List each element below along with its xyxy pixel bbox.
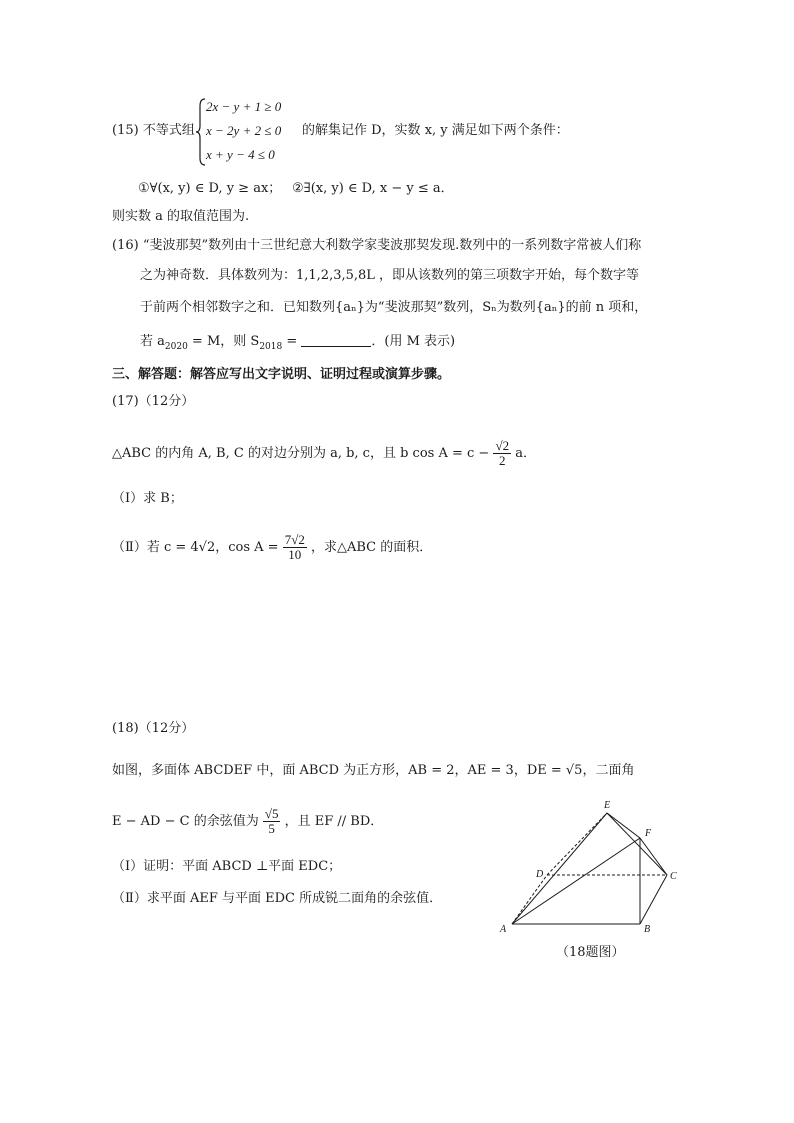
- system-brace-icon: [196, 98, 206, 166]
- edge-EF: [607, 813, 640, 838]
- q17-part1: （Ⅰ）求 B；: [112, 491, 183, 506]
- q17-stem-a: △ABC 的内角 A, B, C 的对边分别为 a, b, c，且 b cos A = c −: [112, 446, 490, 461]
- q18-frac-den: 5: [268, 821, 275, 836]
- polyhedron-figure: [495, 795, 695, 940]
- q17-part2-den: 10: [288, 547, 302, 562]
- edge-AE: [512, 813, 607, 924]
- q16-text-a: 若 a: [140, 334, 165, 349]
- q17-head: (17)（12分）: [112, 394, 195, 409]
- q15-cond2: ②∃(x, y) ∈ D, x − y ≤ a．: [292, 181, 454, 196]
- q18-head: (18)（12分）: [112, 721, 195, 736]
- q16-line1: (16) “斐波那契”数列由十三世纪意大利数学家斐波那契发现.数列中的一系列数字常被人们称: [112, 238, 642, 253]
- q18-fraction: [263, 807, 281, 836]
- q16-line2: 之为神奇数．具体数列为：1,1,2,3,5,8L ，即从该数列的第三项数字开始，每个数字等: [140, 268, 640, 283]
- q15-ineq3: x + y − 4 ≤ 0: [206, 147, 275, 162]
- q17-part2-b: ，求△ABC 的面积．: [310, 540, 433, 555]
- edge-AD: [512, 875, 547, 924]
- q15-cond1: ①∀(x, y) ∈ D, y ≥ ax；: [138, 181, 282, 196]
- q16-sub-2020: 2020: [164, 342, 188, 352]
- q18-stem2: [112, 805, 383, 839]
- q15-ineq1: 2x − y + 1 ≥ 0: [206, 99, 282, 114]
- q17-part2-fraction: [283, 533, 307, 562]
- q16-text-c: =: [282, 334, 298, 349]
- label-A: A: [500, 924, 507, 935]
- q17-fraction: [493, 439, 511, 468]
- q17-frac-den: 2: [499, 453, 506, 468]
- label-E: E: [604, 800, 611, 811]
- label-D: D: [536, 869, 544, 880]
- figure-caption: （18题图）: [556, 945, 625, 960]
- q17-part2: [112, 531, 432, 565]
- q17-part2-num: 7√2: [284, 532, 305, 547]
- q16-line3: 于前两个相邻数字之和．已知数列{aₙ}为“斐波那契”数列，Sₙ为数列{aₙ}的前 n 项和，: [140, 300, 648, 315]
- q18-part2: （Ⅱ）求平面 AEF 与平面 EDC 所成锐二面角的余弦值．: [112, 891, 443, 906]
- label-B: B: [644, 924, 651, 935]
- q18-stem2-a: E − AD − C 的余弦值为: [112, 814, 259, 829]
- q15-ineq2: x − 2y + 2 ≤ 0: [206, 123, 282, 138]
- q16-text-d: ．(用 M 表示): [371, 334, 456, 349]
- q17-frac-num: √2: [495, 438, 510, 453]
- label-F: F: [645, 828, 652, 839]
- answer-blank[interactable]: [301, 334, 371, 347]
- edge-BC: [640, 875, 667, 924]
- q17-part2-a: （Ⅱ）若 c = 4√2，cos A =: [112, 540, 279, 555]
- edge-EC: [607, 813, 667, 875]
- q18-frac-num: √5: [264, 806, 279, 821]
- q15-text: 的解集记作 D，实数 x, y 满足如下两个条件：: [302, 123, 569, 138]
- section-3-heading: 三、解答题：解答应写出文字说明、证明过程或演算步骤。: [112, 367, 451, 382]
- q18-stem1: 如图，多面体 ABCDEF 中，面 ABCD 为正方形，AB = 2，AE = 3，DE = √5，二面角: [112, 763, 635, 778]
- label-C: C: [670, 871, 677, 882]
- q18-part1: （Ⅰ）证明：平面 ABCD ⊥平面 EDC；: [112, 859, 342, 874]
- q18-stem2-b: ，且 EF // BD．: [284, 814, 384, 829]
- edge-AF: [512, 838, 640, 924]
- q17-stem: [112, 437, 536, 471]
- edge-FC: [640, 838, 667, 875]
- q16-sub-2018: 2018: [259, 342, 283, 352]
- q15-ask: 则实数 a 的取值范围为.: [112, 209, 250, 224]
- q16-line4: [140, 333, 455, 356]
- q15-number: (15) 不等式组: [112, 123, 195, 138]
- q16-text-b: = M，则 S: [187, 334, 260, 349]
- q17-stem-b: a．: [515, 446, 536, 461]
